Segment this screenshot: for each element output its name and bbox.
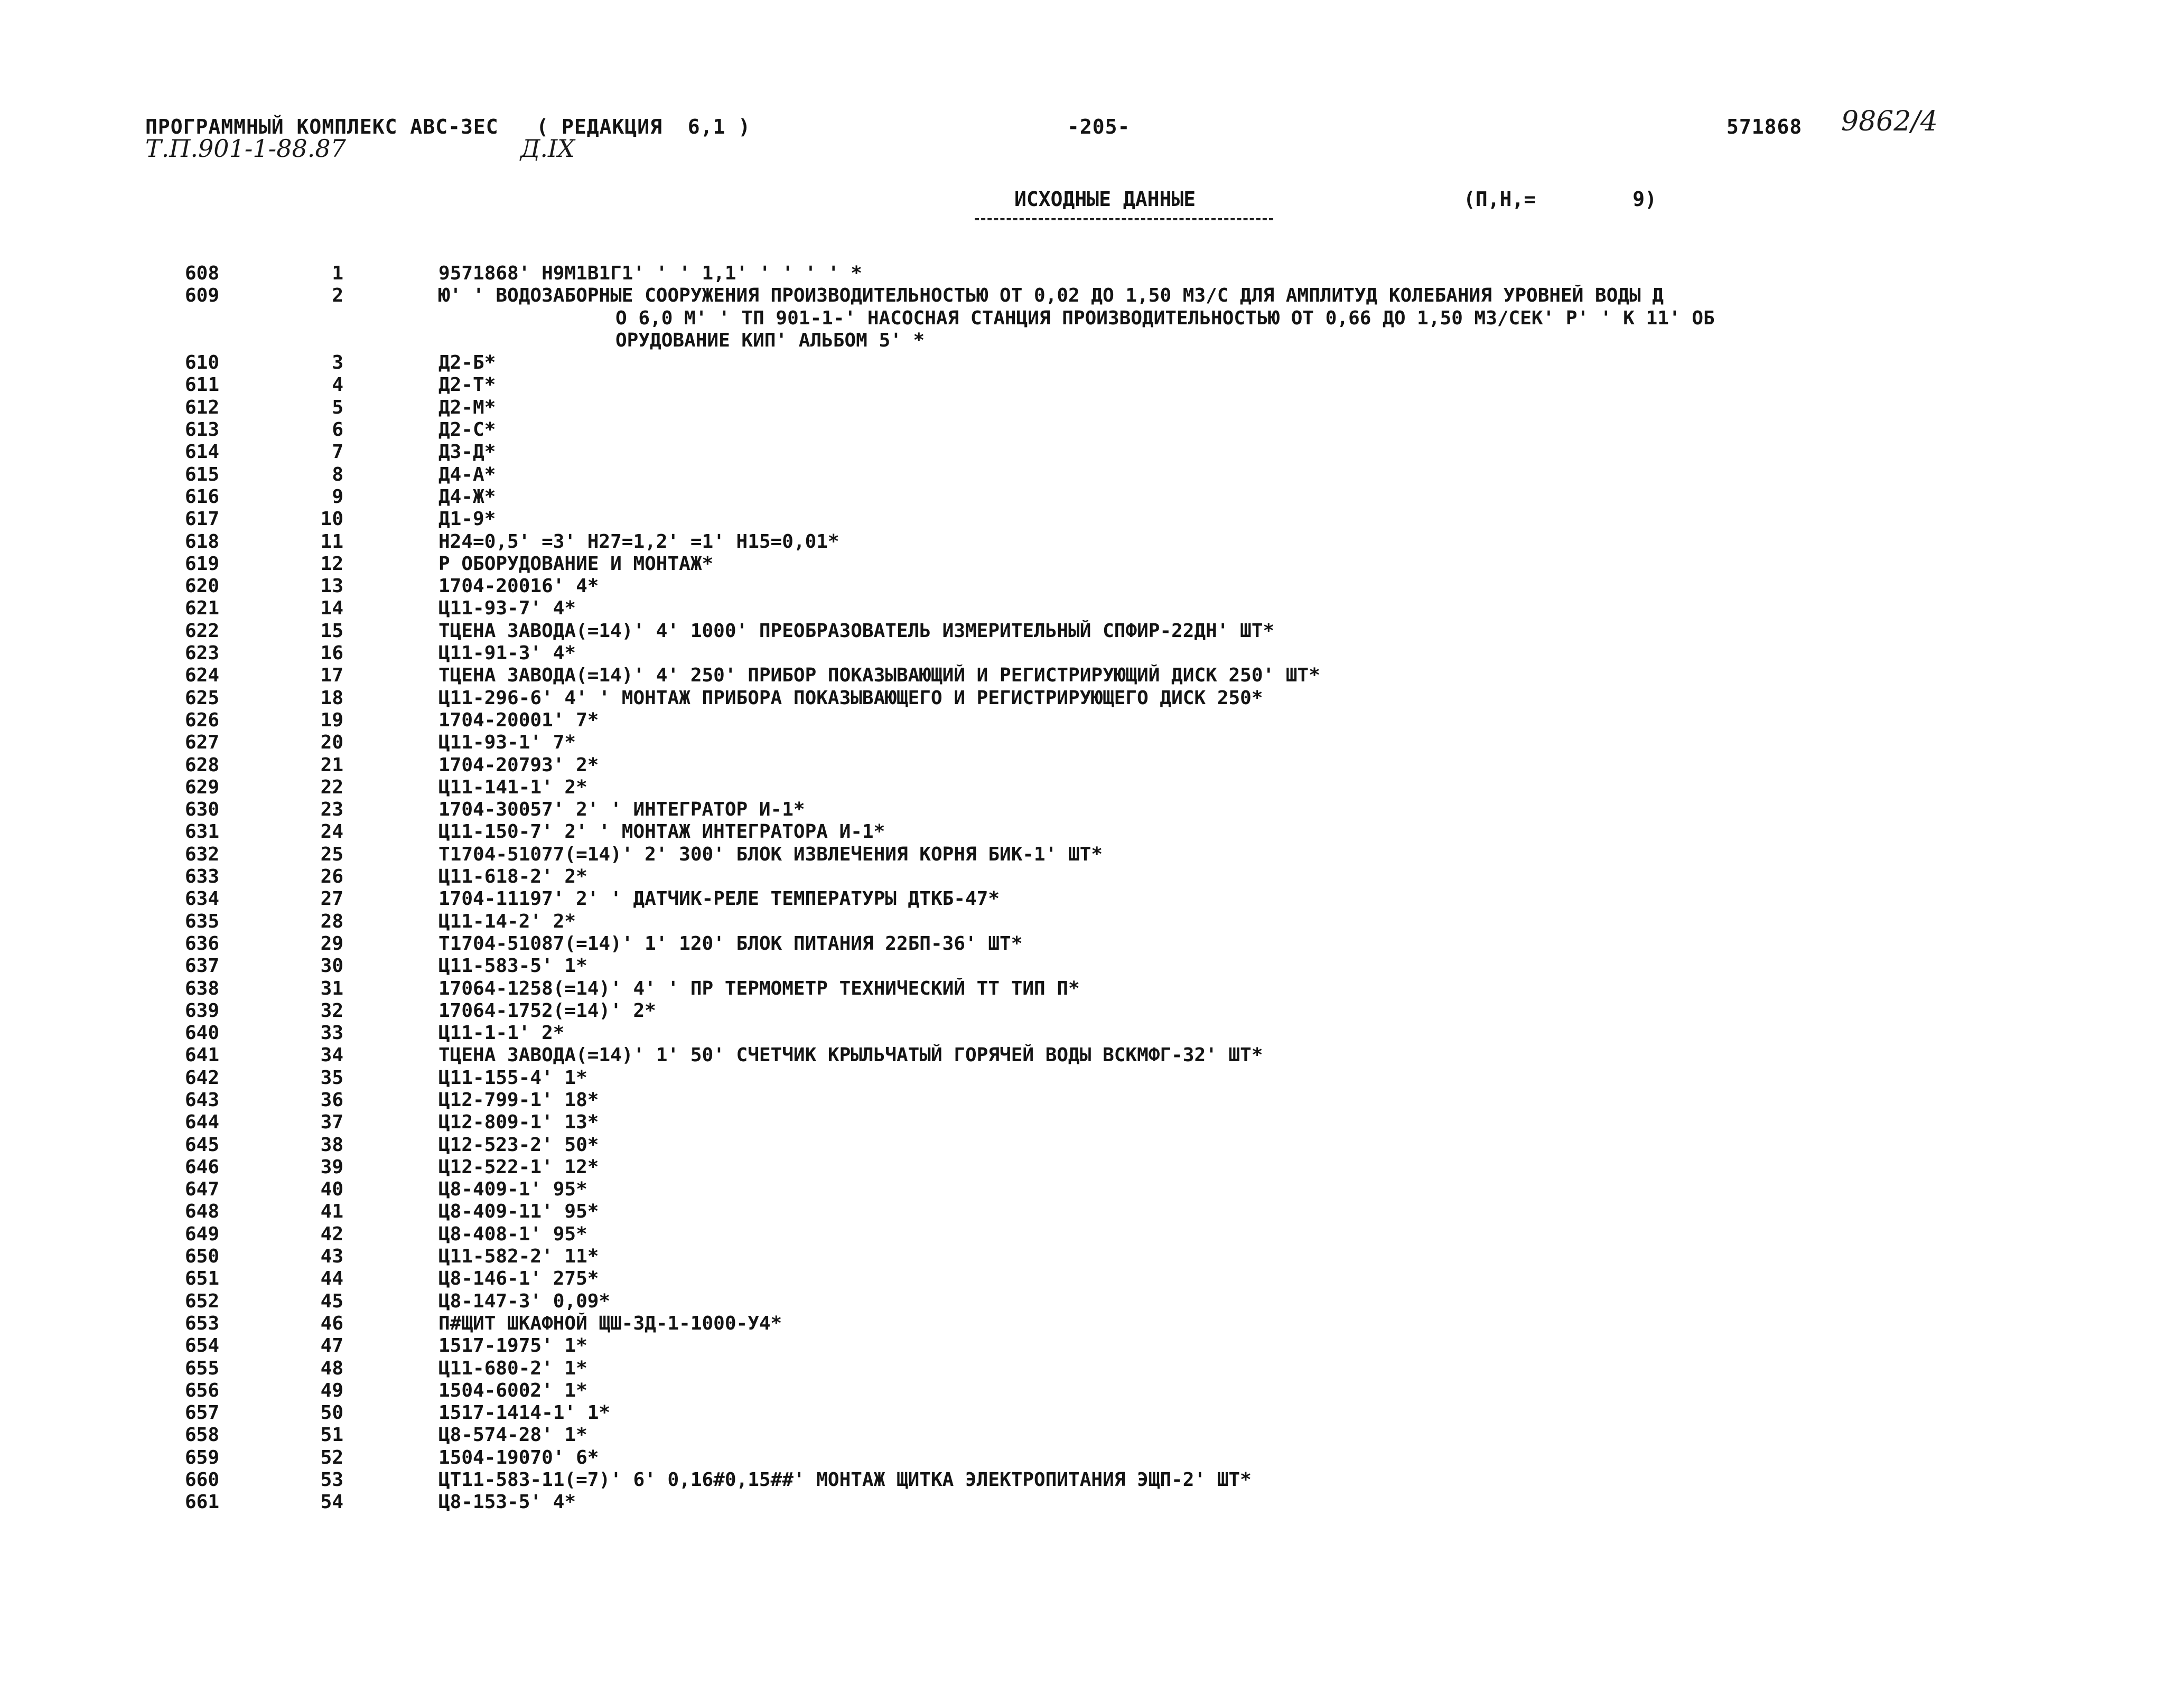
sequence-number: 33 bbox=[320, 1022, 343, 1044]
sequence-number: 37 bbox=[320, 1111, 343, 1134]
row-text: Д4-А* bbox=[438, 463, 496, 485]
sequence-number: 51 bbox=[320, 1424, 343, 1446]
sequence-number: 21 bbox=[320, 754, 343, 776]
row-text: Ц11-14-2' 2* bbox=[438, 910, 576, 932]
listing-row bbox=[0, 263, 2184, 285]
sequence-number: 38 bbox=[320, 1134, 343, 1156]
row-number: 651 bbox=[185, 1268, 220, 1290]
data-listing bbox=[0, 263, 2184, 1514]
row-text: Ц8-408-1' 95* bbox=[438, 1223, 587, 1245]
listing-row bbox=[0, 1067, 2184, 1089]
row-number: 629 bbox=[185, 776, 220, 798]
sequence-number: 44 bbox=[320, 1268, 343, 1290]
row-text: ОРУДОВАНИЕ КИП' АЛЬБОМ 5' * bbox=[615, 329, 925, 351]
row-number: 609 bbox=[185, 285, 220, 307]
listing-row bbox=[0, 1491, 2184, 1513]
handwritten-project: Т.П.901-1-88.87 bbox=[145, 134, 346, 163]
row-text: Т1704-51087(=14)' 1' 120' БЛОК ПИТАНИЯ 22БП-36' ШТ* bbox=[438, 932, 1023, 955]
row-text: Д1-9* bbox=[438, 508, 496, 530]
handwritten-code: 9862/4 bbox=[1841, 106, 1938, 137]
row-number: 657 bbox=[185, 1402, 220, 1424]
listing-row bbox=[0, 642, 2184, 665]
row-number: 649 bbox=[185, 1223, 220, 1245]
sequence-number: 23 bbox=[320, 799, 343, 821]
sequence-number: 48 bbox=[320, 1357, 343, 1379]
row-text: Ц11-680-2' 1* bbox=[438, 1357, 587, 1379]
document-code: 571868 bbox=[1726, 115, 1803, 138]
row-number: 621 bbox=[185, 597, 220, 620]
sequence-number: 36 bbox=[320, 1089, 343, 1111]
sequence-number: 41 bbox=[320, 1201, 343, 1223]
sequence-number: 39 bbox=[320, 1156, 343, 1178]
row-text: П#ЩИТ ШКАФНОЙ ЩШ-3Д-1-1000-У4* bbox=[438, 1312, 782, 1334]
page-number: -205- bbox=[1067, 115, 1131, 138]
row-number: 617 bbox=[185, 508, 220, 530]
row-text: Р ОБОРУДОВАНИЕ И МОНТАЖ* bbox=[438, 553, 714, 575]
listing-row bbox=[0, 911, 2184, 933]
row-number: 619 bbox=[185, 553, 220, 575]
listing-row bbox=[0, 955, 2184, 977]
listing-row bbox=[0, 1178, 2184, 1201]
sequence-number: 42 bbox=[320, 1223, 343, 1245]
row-text: 1517-1975' 1* bbox=[438, 1335, 587, 1357]
listing-row bbox=[0, 687, 2184, 709]
sequence-number: 53 bbox=[320, 1469, 343, 1491]
section-params: (П,Н,= 9) bbox=[1463, 188, 1657, 211]
row-number: 633 bbox=[185, 866, 220, 888]
row-number: 614 bbox=[185, 441, 220, 463]
listing-row bbox=[0, 1000, 2184, 1022]
program-header: ПРОГРАММНЫЙ КОМПЛЕКС АВС-3ЕС ( РЕДАКЦИЯ 6,1 ) bbox=[145, 115, 751, 138]
row-number: 658 bbox=[185, 1424, 220, 1446]
row-text: 1704-20001' 7* bbox=[438, 709, 599, 731]
row-text: Ц8-146-1' 275* bbox=[438, 1268, 599, 1290]
row-number: 612 bbox=[185, 396, 220, 418]
sequence-number: 50 bbox=[320, 1402, 343, 1424]
sequence-number: 3 bbox=[332, 352, 343, 374]
row-text: 17064-1258(=14)' 4' ' ПР ТЕРМОМЕТР ТЕХНИЧЕСКИЙ ТТ ТИП П* bbox=[438, 977, 1080, 999]
listing-row bbox=[0, 821, 2184, 843]
row-text: 1704-11197' 2' ' ДАТЧИК-РЕЛЕ ТЕМПЕРАТУРЫ ДТКБ-47* bbox=[438, 888, 1000, 910]
sequence-number: 54 bbox=[320, 1491, 343, 1513]
row-number: 648 bbox=[185, 1201, 220, 1223]
row-number: 623 bbox=[185, 642, 220, 665]
row-text: ТЦЕНА ЗАВОДА(=14)' 4' 250' ПРИБОР ПОКАЗЫВАЮЩИЙ И РЕГИСТРИРУЮЩИЙ ДИСК 250' ШТ* bbox=[438, 665, 1320, 687]
row-number: 644 bbox=[185, 1111, 220, 1134]
sequence-number: 5 bbox=[332, 396, 343, 418]
sequence-number: 34 bbox=[320, 1044, 343, 1066]
sequence-number: 30 bbox=[320, 955, 343, 977]
row-number: 627 bbox=[185, 732, 220, 754]
row-number: 645 bbox=[185, 1134, 220, 1156]
row-text: Ц11-93-1' 7* bbox=[438, 732, 576, 754]
sequence-number: 24 bbox=[320, 821, 343, 843]
listing-row bbox=[0, 709, 2184, 732]
row-text: 1704-20793' 2* bbox=[438, 754, 599, 776]
row-text: 1704-20016' 4* bbox=[438, 575, 599, 597]
row-number: 632 bbox=[185, 843, 220, 865]
section-title: ИСХОДНЫЕ ДАННЫЕ bbox=[1014, 188, 1196, 211]
sequence-number: 45 bbox=[320, 1290, 343, 1312]
listing-row bbox=[0, 888, 2184, 910]
listing-row bbox=[0, 1089, 2184, 1111]
sequence-number: 11 bbox=[320, 530, 343, 553]
row-number: 610 bbox=[185, 352, 220, 374]
row-number: 622 bbox=[185, 620, 220, 642]
row-number: 615 bbox=[185, 463, 220, 485]
row-text: Ц12-523-2' 50* bbox=[438, 1134, 599, 1156]
row-text: ТЦЕНА ЗАВОДА(=14)' 4' 1000' ПРЕОБРАЗОВАТЕЛЬ ИЗМЕРИТЕЛЬНЫЙ СПФИР-22ДН' ШТ* bbox=[438, 620, 1275, 642]
sequence-number: 31 bbox=[320, 977, 343, 999]
handwritten-album: Д.IX bbox=[520, 134, 575, 163]
listing-row bbox=[0, 866, 2184, 888]
listing-row bbox=[0, 1246, 2184, 1268]
title-underline bbox=[975, 218, 1273, 220]
row-number: 650 bbox=[185, 1246, 220, 1268]
listing-row bbox=[0, 597, 2184, 620]
listing-row bbox=[0, 374, 2184, 396]
row-text: Т1704-51077(=14)' 2' 300' БЛОК ИЗВЛЕЧЕНИЯ КОРНЯ БИК-1' ШТ* bbox=[438, 843, 1103, 865]
listing-row bbox=[0, 441, 2184, 463]
row-text: Ц11-150-7' 2' ' МОНТАЖ ИНТЕГРАТОРА И-1* bbox=[438, 821, 885, 843]
row-number: 635 bbox=[185, 910, 220, 932]
row-number: 637 bbox=[185, 955, 220, 977]
row-text: Ц12-809-1' 13* bbox=[438, 1111, 599, 1134]
row-number: 646 bbox=[185, 1156, 220, 1178]
sequence-number: 19 bbox=[320, 709, 343, 731]
row-number: 642 bbox=[185, 1066, 220, 1089]
row-number: 661 bbox=[185, 1491, 220, 1513]
row-number: 636 bbox=[185, 932, 220, 955]
row-number: 659 bbox=[185, 1446, 220, 1468]
row-text: Ц11-583-5' 1* bbox=[438, 955, 587, 977]
listing-row bbox=[0, 1358, 2184, 1380]
row-text: 9571868' Н9М1В1Г1' ' ' 1,1' ' ' ' ' * bbox=[438, 263, 862, 284]
row-number: 634 bbox=[185, 888, 220, 910]
sequence-number: 46 bbox=[320, 1312, 343, 1334]
row-text: Ц12-522-1' 12* bbox=[438, 1156, 599, 1178]
sequence-number: 29 bbox=[320, 932, 343, 955]
listing-row bbox=[0, 1402, 2184, 1424]
row-text: Н24=0,5' =3' Н27=1,2' =1' Н15=0,01* bbox=[438, 530, 839, 553]
sequence-number: 12 bbox=[320, 553, 343, 575]
listing-row bbox=[0, 508, 2184, 530]
sequence-number: 27 bbox=[320, 888, 343, 910]
row-text: 1504-6002' 1* bbox=[438, 1379, 587, 1401]
listing-row bbox=[0, 464, 2184, 486]
listing-row bbox=[0, 307, 2184, 330]
row-text: О 6,0 М' ' ТП 901-1-' НАСОСНАЯ СТАНЦИЯ ПРОИЗВОДИТЕЛЬНОСТЬЮ ОТ 0,66 ДО 1,50 М3/СЕК' Р' ' К 11' ОБ bbox=[615, 307, 1715, 329]
sequence-number: 32 bbox=[320, 999, 343, 1022]
row-text: ЦТ11-583-11(=7)' 6' 0,16#0,15##' МОНТАЖ ЩИТКА ЭЛЕКТРОПИТАНИЯ ЭЩП-2' ШТ* bbox=[438, 1469, 1252, 1491]
sequence-number: 35 bbox=[320, 1066, 343, 1089]
row-number: 647 bbox=[185, 1178, 220, 1201]
row-number: 640 bbox=[185, 1022, 220, 1044]
sequence-number: 22 bbox=[320, 776, 343, 798]
listing-row bbox=[0, 1313, 2184, 1335]
row-number: 653 bbox=[185, 1312, 220, 1334]
row-number: 643 bbox=[185, 1089, 220, 1111]
listing-row bbox=[0, 844, 2184, 866]
listing-row bbox=[0, 1469, 2184, 1491]
row-text: Ц11-618-2' 2* bbox=[438, 866, 587, 888]
row-number: 660 bbox=[185, 1469, 220, 1491]
row-number: 611 bbox=[185, 374, 220, 396]
row-text: Д3-Д* bbox=[438, 441, 496, 463]
listing-row bbox=[0, 1111, 2184, 1134]
row-text: Ц11-1-1' 2* bbox=[438, 1022, 565, 1044]
sequence-number: 40 bbox=[320, 1178, 343, 1201]
sequence-number: 18 bbox=[320, 687, 343, 709]
row-text: Ц8-153-5' 4* bbox=[438, 1491, 576, 1513]
sequence-number: 4 bbox=[332, 374, 343, 396]
row-text: ТЦЕНА ЗАВОДА(=14)' 1' 50' СЧЕТЧИК КРЫЛЬЧАТЫЙ ГОРЯЧЕЙ ВОДЫ ВСКМФГ-32' ШТ* bbox=[438, 1044, 1263, 1066]
listing-row bbox=[0, 531, 2184, 553]
listing-row bbox=[0, 978, 2184, 1000]
listing-row bbox=[0, 1156, 2184, 1178]
listing-row bbox=[0, 352, 2184, 374]
row-number: 656 bbox=[185, 1379, 220, 1401]
row-number: 652 bbox=[185, 1290, 220, 1312]
row-number: 641 bbox=[185, 1044, 220, 1066]
row-text: 1517-1414-1' 1* bbox=[438, 1402, 611, 1424]
row-text: Ц11-582-2' 11* bbox=[438, 1246, 599, 1268]
row-number: 655 bbox=[185, 1357, 220, 1379]
row-text: Д2-Б* bbox=[438, 352, 496, 374]
row-number: 628 bbox=[185, 754, 220, 776]
row-number: 639 bbox=[185, 999, 220, 1022]
row-text: 17064-1752(=14)' 2* bbox=[438, 999, 656, 1022]
listing-row bbox=[0, 776, 2184, 799]
listing-row bbox=[0, 285, 2184, 307]
sequence-number: 15 bbox=[320, 620, 343, 642]
sequence-number: 13 bbox=[320, 575, 343, 597]
row-text: Ц12-799-1' 18* bbox=[438, 1089, 599, 1111]
row-text: 1504-19070' 6* bbox=[438, 1446, 599, 1468]
row-number: 618 bbox=[185, 530, 220, 553]
row-text: Ц8-409-11' 95* bbox=[438, 1201, 599, 1223]
listing-row bbox=[0, 732, 2184, 754]
row-text: Ю' ' ВОДОЗАБОРНЫЕ СООРУЖЕНИЯ ПРОИЗВОДИТЕЛЬНОСТЬЮ ОТ 0,02 ДО 1,50 М3/С ДЛЯ АМПЛИТУД КОЛЕБАНИЯ УРОВНЕЙ ВОДЫ Д bbox=[438, 285, 1664, 307]
row-text: Ц8-574-28' 1* bbox=[438, 1424, 587, 1446]
listing-row bbox=[0, 330, 2184, 352]
row-text: Д2-Т* bbox=[438, 374, 496, 396]
row-number: 608 bbox=[185, 263, 220, 284]
listing-row bbox=[0, 933, 2184, 955]
listing-row bbox=[0, 1335, 2184, 1357]
row-text: Ц8-409-1' 95* bbox=[438, 1178, 587, 1201]
row-text: Д2-М* bbox=[438, 396, 496, 418]
row-number: 616 bbox=[185, 485, 220, 508]
sequence-number: 1 bbox=[332, 263, 343, 284]
row-text: Ц8-147-3' 0,09* bbox=[438, 1290, 611, 1312]
sequence-number: 43 bbox=[320, 1246, 343, 1268]
sequence-number: 6 bbox=[332, 419, 343, 441]
row-text: Ц11-155-4' 1* bbox=[438, 1066, 587, 1089]
sequence-number: 52 bbox=[320, 1446, 343, 1468]
row-text: Д2-С* bbox=[438, 419, 496, 441]
row-number: 631 bbox=[185, 821, 220, 843]
listing-row bbox=[0, 665, 2184, 687]
listing-row bbox=[0, 1223, 2184, 1246]
sequence-number: 47 bbox=[320, 1335, 343, 1357]
row-number: 624 bbox=[185, 665, 220, 687]
sequence-number: 20 bbox=[320, 732, 343, 754]
row-text: Ц11-296-6' 4' ' МОНТАЖ ПРИБОРА ПОКАЗЫВАЮЩЕГО И РЕГИСТРИРУЮЩЕГО ДИСК 250* bbox=[438, 687, 1263, 709]
listing-row bbox=[0, 1290, 2184, 1313]
sequence-number: 25 bbox=[320, 843, 343, 865]
listing-row bbox=[0, 553, 2184, 575]
listing-row bbox=[0, 754, 2184, 776]
listing-row bbox=[0, 397, 2184, 419]
sequence-number: 26 bbox=[320, 866, 343, 888]
listing-row bbox=[0, 1380, 2184, 1402]
sequence-number: 9 bbox=[332, 485, 343, 508]
listing-row bbox=[0, 1201, 2184, 1223]
sequence-number: 49 bbox=[320, 1379, 343, 1401]
listing-row bbox=[0, 419, 2184, 441]
row-number: 620 bbox=[185, 575, 220, 597]
row-number: 626 bbox=[185, 709, 220, 731]
row-number: 630 bbox=[185, 799, 220, 821]
listing-row bbox=[0, 486, 2184, 508]
sequence-number: 14 bbox=[320, 597, 343, 620]
listing-row bbox=[0, 799, 2184, 821]
sequence-number: 28 bbox=[320, 910, 343, 932]
sequence-number: 16 bbox=[320, 642, 343, 665]
row-text: Ц11-91-3' 4* bbox=[438, 642, 576, 665]
sequence-number: 10 bbox=[320, 508, 343, 530]
sequence-number: 8 bbox=[332, 463, 343, 485]
row-number: 613 bbox=[185, 419, 220, 441]
row-text: Ц11-141-1' 2* bbox=[438, 776, 587, 798]
row-text: Ц11-93-7' 4* bbox=[438, 597, 576, 620]
listing-row bbox=[0, 1044, 2184, 1066]
row-number: 654 bbox=[185, 1335, 220, 1357]
listing-row bbox=[0, 1022, 2184, 1044]
listing-row bbox=[0, 575, 2184, 597]
row-text: Д4-Ж* bbox=[438, 485, 496, 508]
listing-row bbox=[0, 620, 2184, 642]
sequence-number: 17 bbox=[320, 665, 343, 687]
listing-row bbox=[0, 1134, 2184, 1156]
listing-row bbox=[0, 1424, 2184, 1446]
sequence-number: 7 bbox=[332, 441, 343, 463]
row-number: 638 bbox=[185, 977, 220, 999]
row-number: 625 bbox=[185, 687, 220, 709]
row-text: 1704-30057' 2' ' ИНТЕГРАТОР И-1* bbox=[438, 799, 805, 821]
listing-row bbox=[0, 1268, 2184, 1290]
listing-row bbox=[0, 1447, 2184, 1469]
sequence-number: 2 bbox=[332, 285, 343, 307]
